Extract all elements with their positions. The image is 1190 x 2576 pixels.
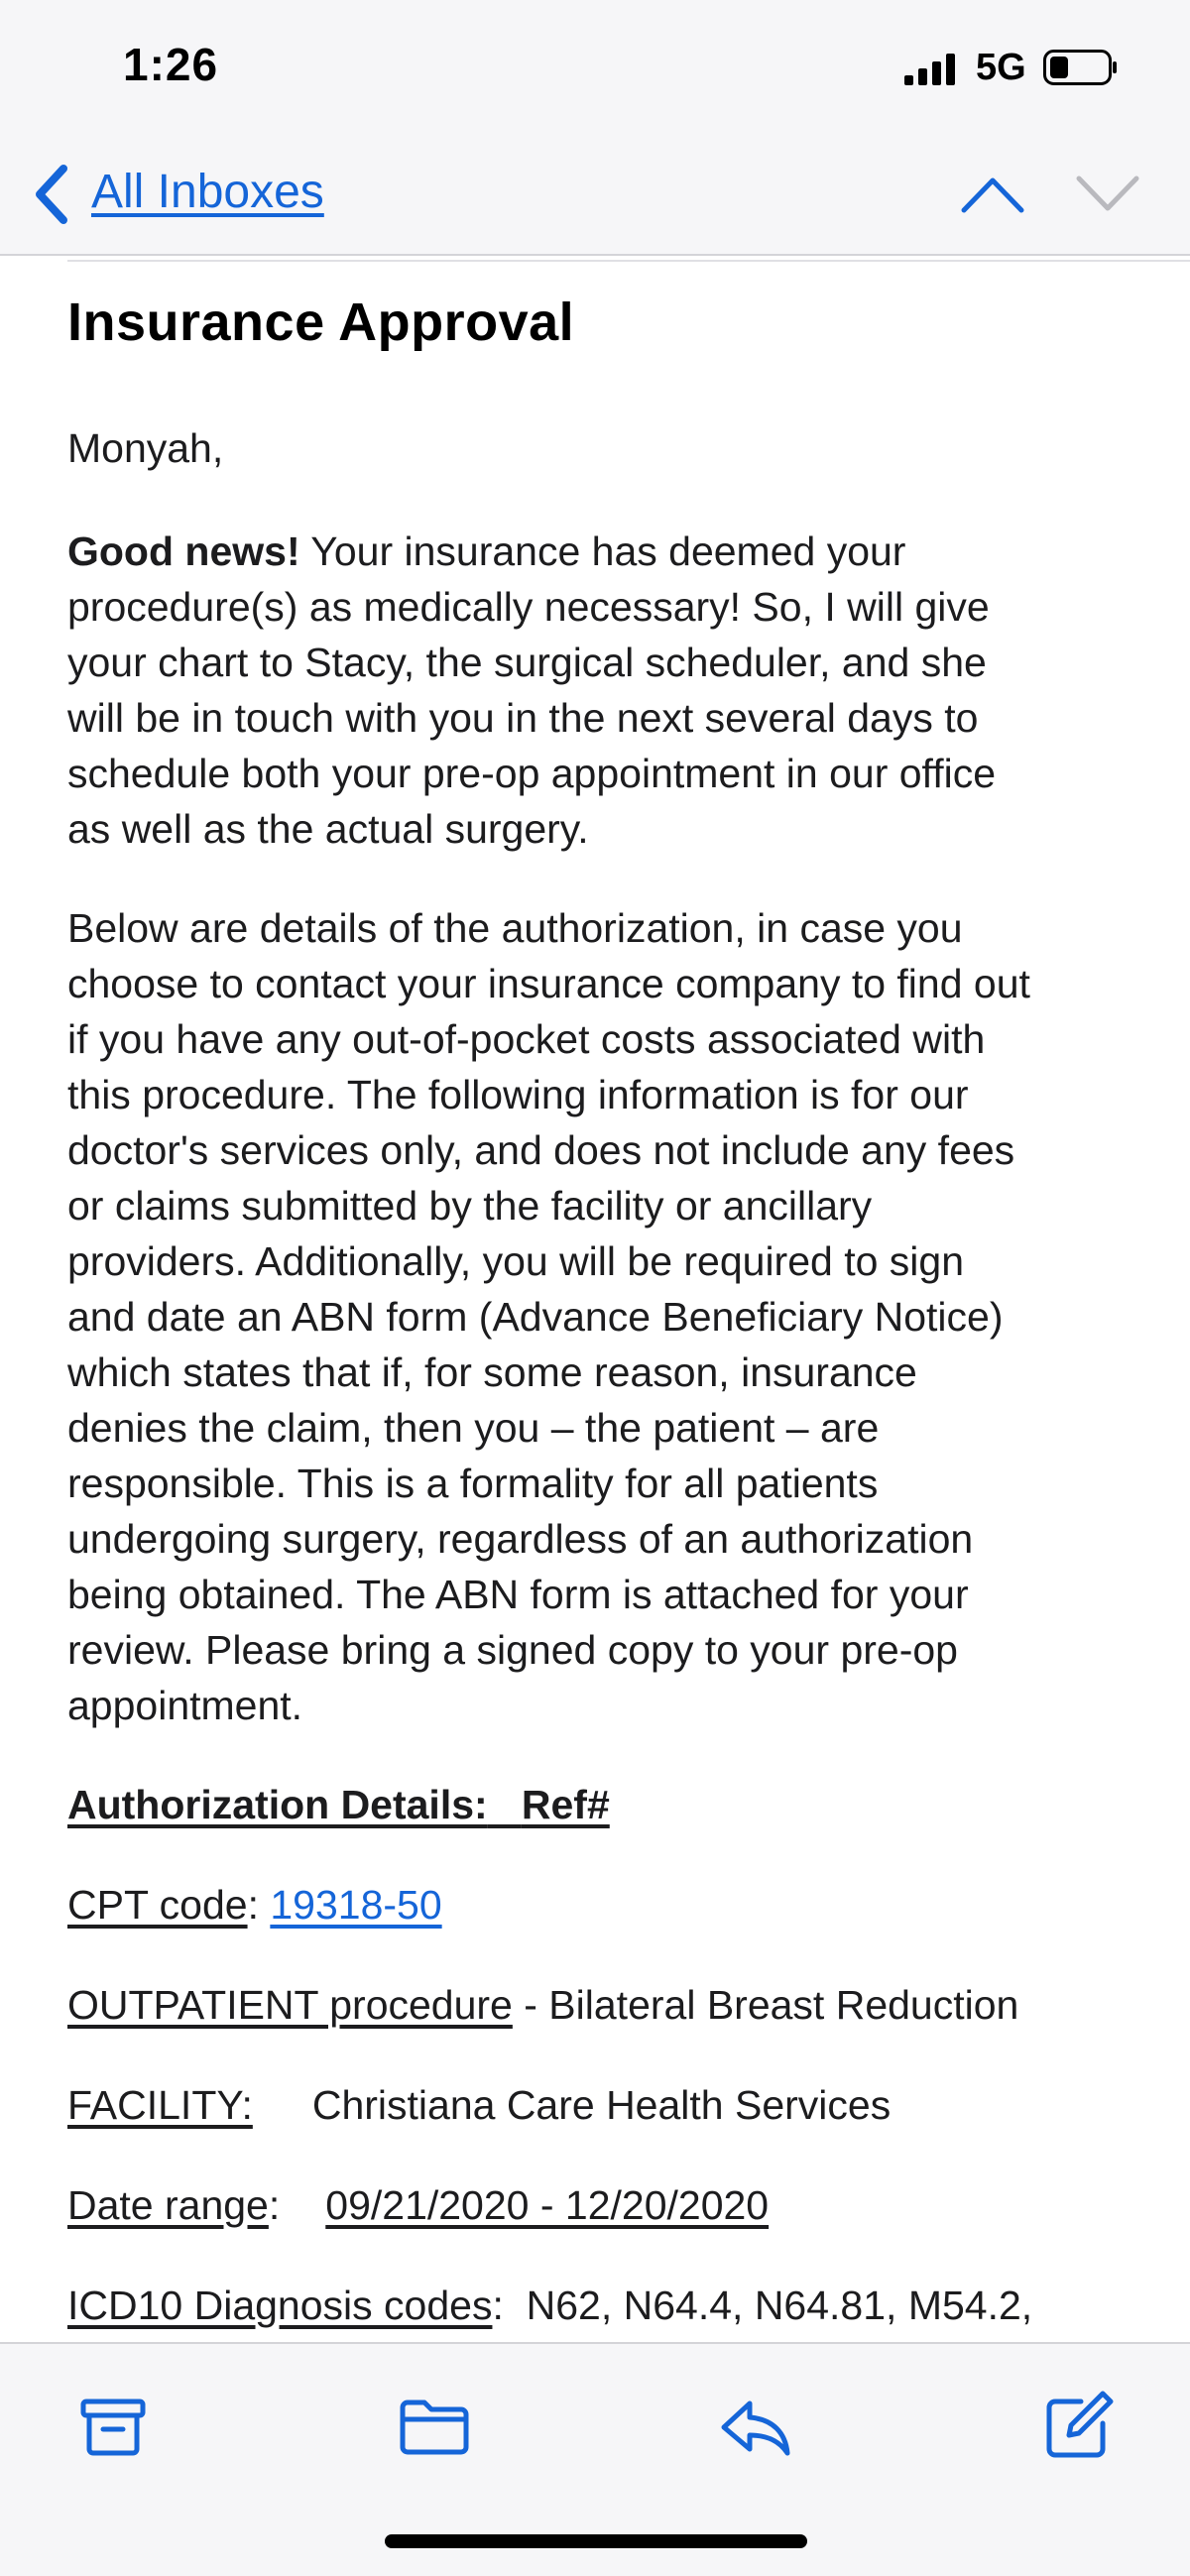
back-to-all-inboxes-link[interactable]: All Inboxes — [91, 166, 324, 218]
paragraph-line: this procedure. The following information is for our — [67, 1072, 969, 1117]
bottom-toolbar — [0, 2342, 1190, 2576]
paragraph-line: and date an ABN form (Advance Beneficiary Notice) — [67, 1294, 1004, 1340]
cpt-code-link[interactable]: 19318-50 — [270, 1882, 442, 1928]
paragraph-line: procedure(s) as medically necessary! So, I will give — [67, 584, 990, 630]
email-paragraph-1 — [67, 524, 996, 857]
reply-icon[interactable] — [716, 2388, 795, 2467]
date-range-row: Date range: 09/21/2020 - 12/20/2020 — [67, 2182, 770, 2228]
paragraph-line: Below are details of the authorization, in case you — [67, 905, 963, 951]
paragraph-line: providers. Additionally, you will be required to sign — [67, 1238, 965, 1284]
good-news-text: Good news! — [67, 528, 300, 574]
facility-row — [67, 2077, 891, 2133]
facility-label: FACILITY: — [67, 2082, 253, 2128]
redacted-ref-number — [610, 1788, 868, 1827]
paragraph-line: which states that if, for some reason, insurance — [67, 1349, 917, 1395]
paragraph-line: undergoing surgery, regardless of an authorization — [67, 1516, 974, 1562]
icd10-value: N62, N64.4, N64.81, M54.2, — [526, 2283, 1033, 2328]
paragraph-line: responsible. This is a formality for all patients — [67, 1461, 879, 1506]
email-paragraph-2 — [67, 900, 1030, 1733]
date-range-label: Date range — [67, 2182, 269, 2228]
paragraph-line: denies the claim, then you – the patient – are — [67, 1405, 880, 1451]
chevron-left-icon[interactable] — [30, 163, 73, 226]
home-indicator[interactable] — [385, 2534, 807, 2548]
icd10-row: ICD10 Diagnosis codes: N62, N64.4, N64.81, M54.2, — [67, 2283, 1033, 2328]
authorization-heading — [67, 1777, 868, 1832]
signal-icon — [904, 54, 956, 85]
email-greeting: Monyah, — [67, 425, 224, 471]
chevron-up-icon[interactable] — [958, 169, 1027, 218]
outpatient-value: - Bilateral Breast Reduction — [524, 1982, 1019, 2028]
nav-bar — [0, 139, 1190, 256]
divider — [67, 260, 1190, 262]
authorization-heading-label: Authorization Details: — [67, 1782, 488, 1827]
paragraph-line — [67, 524, 996, 579]
chevron-down-icon[interactable] — [1073, 169, 1142, 218]
paragraph-line: schedule both your pre-op appointment in our office — [67, 751, 997, 796]
cpt-code-row: CPT code: 19318-50 — [67, 1882, 442, 1928]
paragraph-line: if you have any out-of-pocket costs associated with — [67, 1016, 986, 1062]
paragraph-line: being obtained. The ABN form is attached for your — [67, 1572, 969, 1617]
paragraph-line: as well as the actual surgery. — [67, 806, 589, 852]
paragraph-line: or claims submitted by the facility or ancillary — [67, 1183, 873, 1229]
date-range-value[interactable]: 09/21/2020 - 12/20/2020 — [325, 2182, 770, 2228]
paragraph-line: choose to contact your insurance company to find out — [67, 961, 1030, 1006]
status-bar — [0, 0, 1190, 139]
network-type: 5G — [976, 47, 1026, 88]
paragraph-line: doctor's services only, and does not include any fees — [67, 1127, 1015, 1173]
paragraph-line: will be in touch with you in the next several days to — [67, 695, 979, 741]
status-time: 1:26 — [123, 39, 219, 90]
paragraph-line: review. Please bring a signed copy to your pre-op — [67, 1627, 958, 1673]
icd10-label: ICD10 Diagnosis codes — [67, 2283, 493, 2328]
paragraph-line: appointment. — [67, 1683, 303, 1728]
archive-icon[interactable] — [73, 2388, 153, 2467]
battery-icon — [1043, 50, 1119, 85]
outpatient-procedure-row — [67, 1977, 1018, 2033]
folder-icon[interactable] — [395, 2388, 474, 2467]
paragraph-line-text: Your insurance has deemed your — [299, 528, 906, 574]
paragraph-line: your chart to Stacy, the surgical scheduler, and she — [67, 640, 987, 685]
facility-value: Christiana Care Health Services — [311, 2082, 892, 2128]
outpatient-label: OUTPATIENT procedure — [67, 1982, 513, 2028]
email-subject: Insurance Approval — [67, 293, 575, 352]
cpt-label: CPT code — [67, 1882, 248, 1928]
compose-icon[interactable] — [1037, 2388, 1117, 2467]
ref-label: Ref# — [521, 1782, 610, 1827]
